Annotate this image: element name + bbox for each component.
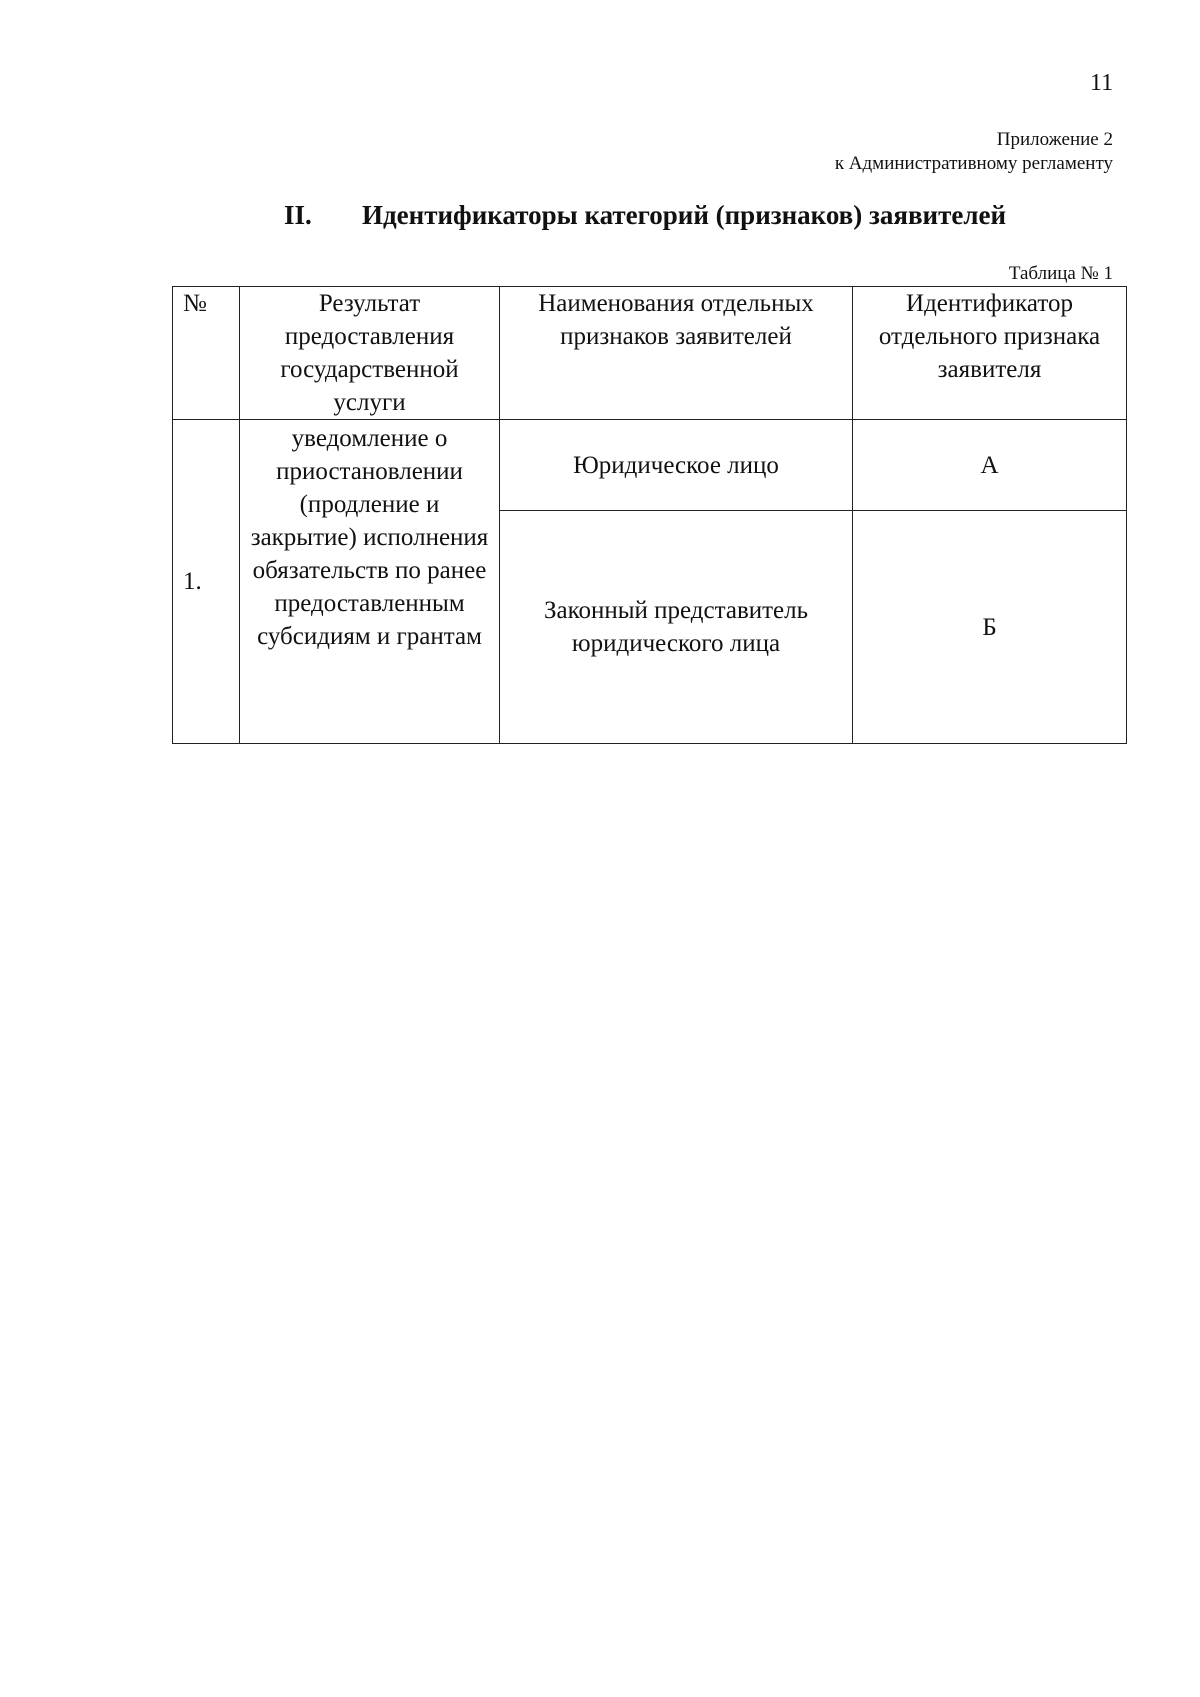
row-result-cell: уведомление о приостановлении (продление и закрытие) исполнения обязательств по ранее предоставленным субсидиям и грантам xyxy=(240,420,500,744)
appendix-line-1: Приложение 2 xyxy=(996,129,1113,150)
appendix-reference xyxy=(835,128,1113,176)
header-feature-names: Наименования отдельных признаков заявителей xyxy=(500,287,853,420)
header-identifier: Идентификатор отдельного признака заявителя xyxy=(853,287,1127,420)
appendix-line-2: к Административному регламенту xyxy=(834,153,1113,174)
feature-name-cell: Юридическое лицо xyxy=(500,420,853,511)
applicant-identifiers-table xyxy=(172,286,1127,744)
header-result: Результат предоставления государственной услуги xyxy=(240,287,500,420)
table-header-row xyxy=(173,287,1127,420)
section-title-text: Идентификаторы категорий (признаков) заявителей xyxy=(362,200,1007,230)
feature-name-cell: Законный представитель юридического лица xyxy=(500,511,853,744)
identifier-cell: Б xyxy=(853,511,1127,744)
table-row xyxy=(173,420,1127,511)
header-number: № xyxy=(173,287,240,420)
section-numeral: II. xyxy=(284,200,312,230)
section-title xyxy=(284,200,1006,231)
page-number: 11 xyxy=(1090,70,1114,96)
table-caption: Таблица № 1 xyxy=(1008,263,1113,284)
identifier-cell: А xyxy=(853,420,1127,511)
row-number-cell: 1. xyxy=(173,420,240,744)
